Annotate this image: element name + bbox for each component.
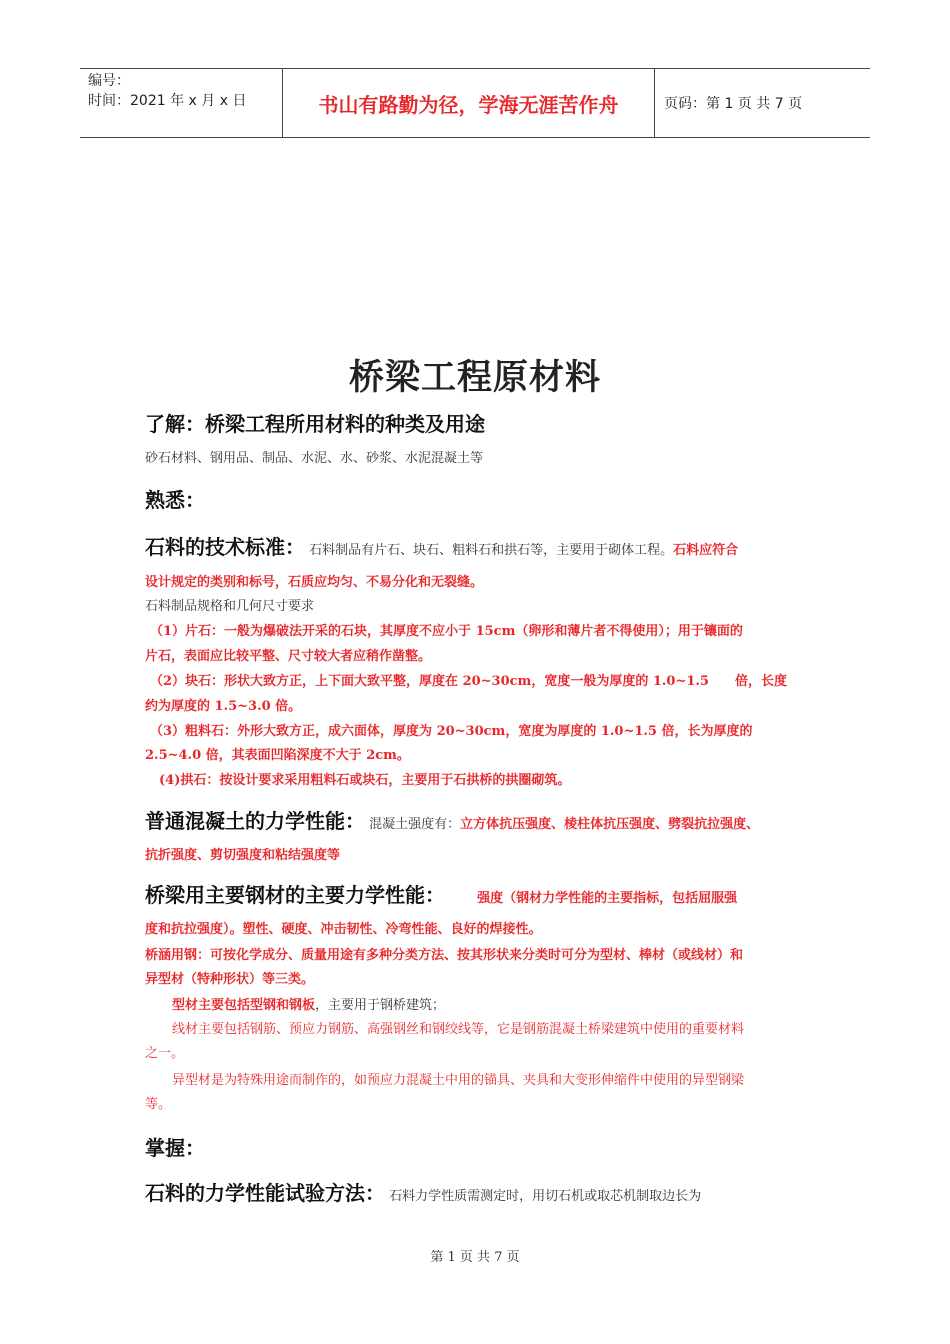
steel-s8: 异型材是为特殊用途而制作的，如预应力混凝土中用的锚具、夹具和大变形伸缩件中使用的异型钢梁 (172, 1073, 745, 1088)
time-label: 时间：2021 年 x 月 x 日 (88, 93, 247, 109)
concrete-heading-line (145, 810, 759, 836)
steel-s6: 线材主要包括钢筋、预应力钢筋、高强钢丝和钢绞线等，它是钢筋混凝土桥梁建筑中使用的重要材料 (172, 1022, 745, 1037)
steel-s3: 桥涵用钢：可按化学成分、质量用途有多种分类方法、按其形状来分类时可分为型材、棒材（或线材）和 (145, 948, 744, 963)
steel-s5b: ，主要用于钢桥建筑； (315, 998, 446, 1013)
page-label: 页码：第 1 页 共 7 页 (664, 96, 803, 112)
test-heading: 石料的力学性能试验方法： (145, 1181, 385, 1205)
steel-heading-line (145, 884, 737, 910)
test-heading-line (145, 1182, 701, 1208)
concrete-list-2: 抗折强度、剪切强度和粘结强度等 (145, 848, 341, 863)
steel-heading: 桥梁用主要钢材的主要力学性能： (145, 883, 445, 907)
stone-p2a: （2）块石：形状大致方正，上下面大致平整，厚度在 20~30cm，宽度一般为厚度的 1.0~1.5 倍，长度 (150, 674, 787, 689)
steel-s7: 之一。 (145, 1046, 185, 1061)
stone-p1b: 片石，表面应比较平整、尺寸较大者应稍作凿整。 (145, 649, 432, 664)
page-footer: 第 1 页 共 7 页 (430, 1250, 520, 1265)
motto: 书山有路勤为径，学海无涯苦作舟 (282, 69, 655, 137)
number-label: 编号： (88, 73, 130, 89)
master-heading: 掌握： (145, 1136, 205, 1160)
stone-req-2: 设计规定的类别和标号，石质应均匀、不易分化和无裂缝。 (145, 575, 484, 590)
concrete-list-1: 立方体抗压强度、棱柱体抗压强度、劈裂抗拉强度、 (460, 817, 760, 832)
stone-p3b: 2.5~4.0 倍，其表面凹陷深度不大于 2cm。 (145, 748, 410, 763)
page-title: 桥梁工程原材料 (348, 358, 601, 398)
familiar-heading: 熟悉： (145, 488, 205, 512)
stone-p4: (4)拱石：按设计要求采用粗料石或块石，主要用于石拱桥的拱圈砌筑。 (159, 773, 571, 788)
stone-p3a: （3）粗料石：外形大致方正，成六面体，厚度为 20~30cm，宽度为厚度的 1.0~1.5 倍，长为厚度的 (150, 724, 753, 739)
stone-p2b: 约为厚度的 1.5~3.0 倍。 (145, 699, 302, 714)
steel-s9: 等。 (145, 1097, 172, 1112)
steel-s1: 强度（钢材力学性能的主要指标，包括屈服强 (477, 891, 738, 906)
stone-req-1: 石料应符合 (673, 543, 739, 558)
stone-p1a: （1）片石：一般为爆破法开采的石块，其厚度不应小于 15cm（卵形和薄片者不得使用）；用于镶面的 (150, 624, 743, 639)
stone-intro: 石料制品有片石、块石、粗料石和拱石等，主要用于砌体工程。 (309, 543, 674, 558)
header-table (80, 68, 870, 138)
steel-s2: 度和抗拉强度）。塑性、硬度、冲击韧性、冷弯性能、良好的焊接性。 (145, 922, 542, 937)
test-text: 石料力学性质需测定时，用切石机或取芯机制取边长为 (389, 1189, 702, 1204)
stone-heading-line (145, 536, 738, 562)
stone-spec-title: 石料制品规格和几何尺寸要求 (145, 599, 315, 614)
concrete-heading: 普通混凝土的力学性能： (145, 809, 365, 833)
understand-heading: 了解：桥梁工程所用材料的种类及用途 (145, 412, 485, 436)
steel-s5-line (172, 995, 445, 1017)
concrete-lead: 混凝土强度有： (369, 817, 461, 832)
stone-heading: 石料的技术标准： (145, 535, 305, 559)
understand-text: 砂石材料、钢用品、制品、水泥、水、砂浆、水泥混凝土等 (145, 451, 484, 466)
steel-s4: 异型材（特种形状）等三类。 (145, 972, 315, 987)
header-meta (80, 69, 282, 137)
steel-s5a: 型材主要包括型钢和钢板 (172, 998, 316, 1013)
